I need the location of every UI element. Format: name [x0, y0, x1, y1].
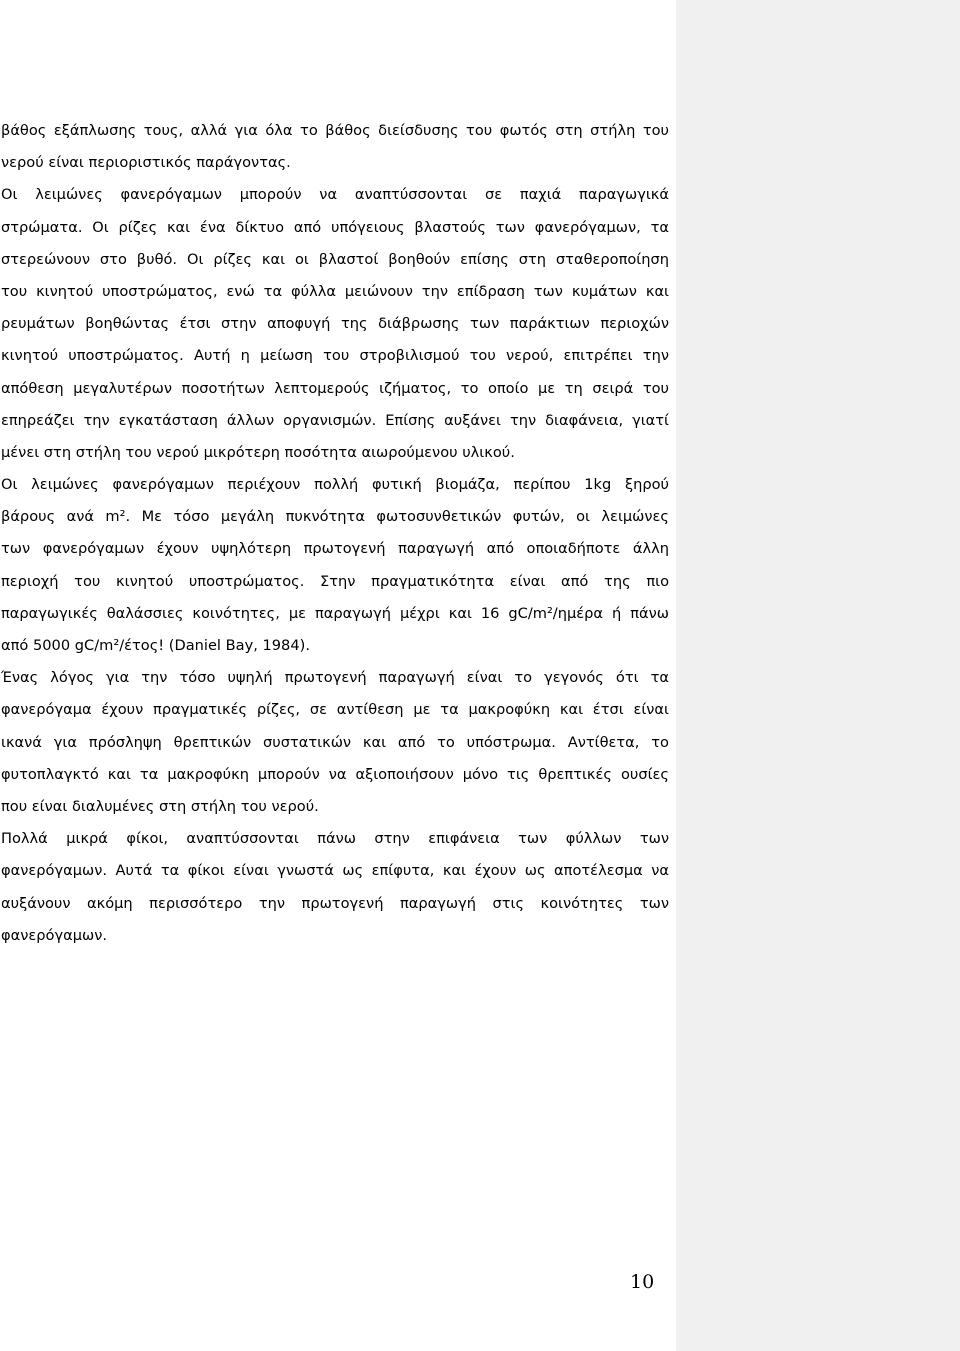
text-line: ρευμάτων βοηθώντας έτσι στην αποφυγή της διάβρωσης των παράκτιων περιοχών: [1, 315, 669, 333]
text-line: φανερόγαμων. Αυτά τα φίκοι είναι γνωστά ως επίφυτα, και έχουν ως αποτέλεσμα να: [1, 862, 669, 880]
comment-margin-pane: [676, 0, 960, 1351]
text-line: μένει στη στήλη του νερού μικρότερη ποσότητα αιωρούμενου υλικού.: [1, 443, 515, 461]
text-line: βάθος εξάπλωσης τους, αλλά για όλα το βάθος διείσδυσης του φωτός στη στήλη του: [1, 122, 669, 139]
text-line: Οι λειμώνες φανερόγαμων περιέχουν πολλή φυτική βιομάζα, περίπου 1kg ξηρού: [1, 476, 669, 494]
text-line: στρώματα. Οι ρίζες και ένα δίκτυο από υπόγειους βλαστούς των φανερόγαμων, τα: [1, 218, 669, 236]
text-line: φυτοπλαγκτό και τα μακροφύκη μπορούν να αξιοποιήσουν μόνο τις θρεπτικές ουσίες: [1, 765, 669, 783]
text-line: στερεώνουν στο βυθό. Οι ρίζες και οι βλαστοί βοηθούν επίσης στη σταθεροποίηση: [1, 250, 669, 268]
body-text: [1, 115, 669, 952]
text-line: από 5000 gC/m²/έτος! (Daniel Bay, 1984).: [1, 637, 310, 654]
text-line: παραγωγικές θαλάσσιες κοινότητες, με παραγωγή μέχρι και 16 gC/m²/ημέρα ή πάνω: [1, 604, 669, 622]
text-line: Οι λειμώνες φανερόγαμων μπορούν να αναπτύσσονται σε παχιά παραγωγικά: [1, 186, 669, 204]
text-line: φανερόγαμα έχουν πραγματικές ρίζες, σε αντίθεση με τα μακροφύκη και έτσι είναι: [1, 701, 669, 719]
text-line: που είναι διαλυμένες στη στήλη του νερού.: [1, 797, 319, 815]
text-line: νερού είναι περιοριστικός παράγοντας.: [1, 154, 291, 172]
page-number: 10: [630, 1271, 655, 1293]
text-line: ικανά για πρόσληψη θρεπτικών συστατικών και από το υπόστρωμα. Αντίθετα, το: [1, 733, 669, 751]
text-line: των φανερόγαμων έχουν υψηλότερη πρωτογενή παραγωγή από οποιαδήποτε άλλη: [1, 540, 669, 558]
text-line: κινητού υποστρώματος. Αυτή η μείωση του στροβιλισμού του νερού, επιτρέπει την: [1, 347, 669, 365]
text-line: του κινητού υποστρώματος, ενώ τα φύλλα μειώνουν την επίδραση των κυμάτων και: [1, 282, 669, 300]
text-line: απόθεση μεγαλυτέρων ποσοτήτων λεπτομερούς ιζήματος, το οποίο με τη σειρά του: [1, 379, 669, 397]
text-line: επηρεάζει την εγκατάσταση άλλων οργανισμών. Επίσης αυξάνει την διαφάνεια, γιατί: [1, 411, 669, 429]
text-line: περιοχή του κινητού υποστρώματος. Στην πραγματικότητα είναι από της πιο: [1, 572, 669, 590]
text-line: Ένας λόγος για την τόσο υψηλή πρωτογενή παραγωγή είναι το γεγονός ότι τα: [1, 669, 669, 687]
text-line: φανερόγαμων.: [1, 926, 108, 944]
text-line: αυξάνουν ακόμη περισσότερο την πρωτογενή παραγωγή στις κοινότητες των: [1, 894, 669, 912]
text-line: βάρους ανά m². Με τόσο μεγάλη πυκνότητα φωτοσυνθετικών φυτών, οι λειμώνες: [1, 508, 669, 526]
text-line: Πολλά μικρά φίκοι, αναπτύσσονται πάνω στην επιφάνεια των φύλλων των: [1, 830, 669, 848]
